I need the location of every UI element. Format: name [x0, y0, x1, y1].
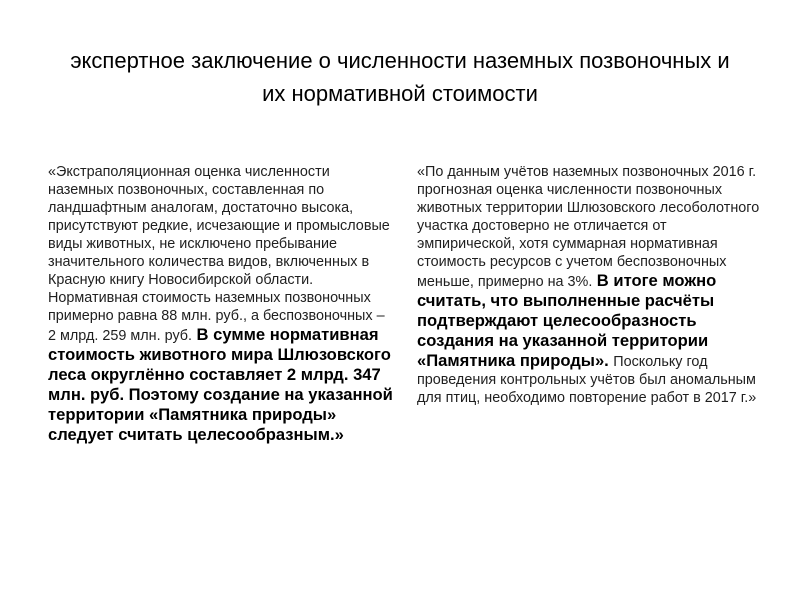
left-column-text [48, 163, 393, 445]
right-plain-text: «По данным учётов наземных позвоночных 2016 г. прогнозная оценка численности позвоночных животных территории Шлюзовского лесоболотного участка достоверно не отличается от эмпирической, хотя суммарная нормативная стоимость ресурсов с учетом беспозвоночных меньше, примерно на 3%. [417, 164, 760, 290]
left-bold-text: В сумме нормативная стоимость животного мира Шлюзовского леса округлённо составляет 2 млрд. 347 млн. руб. Поэтому создание на указанной территории «Памятника природы» следует считать целесообразным.» [48, 325, 393, 444]
right-column-text [417, 163, 762, 407]
left-plain-text: «Экстраполяционная оценка численности наземных позвоночных, составленная по ландшафтным аналогам, достаточно высока, присутствуют редкие, исчезающие и промысловые виды животных, не исключено пребывание значительного количества видов, включенных в Красную книгу Новосибирской области. Нормативная стоимость наземных позвоночных примерно равна 88 млн. руб., а беспозвоночных – 2 млрд. 259 млн. руб. [48, 164, 390, 344]
slide-title: экспертное заключение о численности наземных позвоночных и их нормативной стоимости [70, 48, 730, 106]
right-plain-text-after: Поскольку год проведения контрольных учётов был аномальным для птиц, необходимо повторение работ в 2017 г.» [417, 354, 757, 406]
right-bold-text: В итоге можно считать, что выполненные расчёты подтверждают целесообразность создания на указанной территории «Памятника природы». [417, 271, 717, 370]
